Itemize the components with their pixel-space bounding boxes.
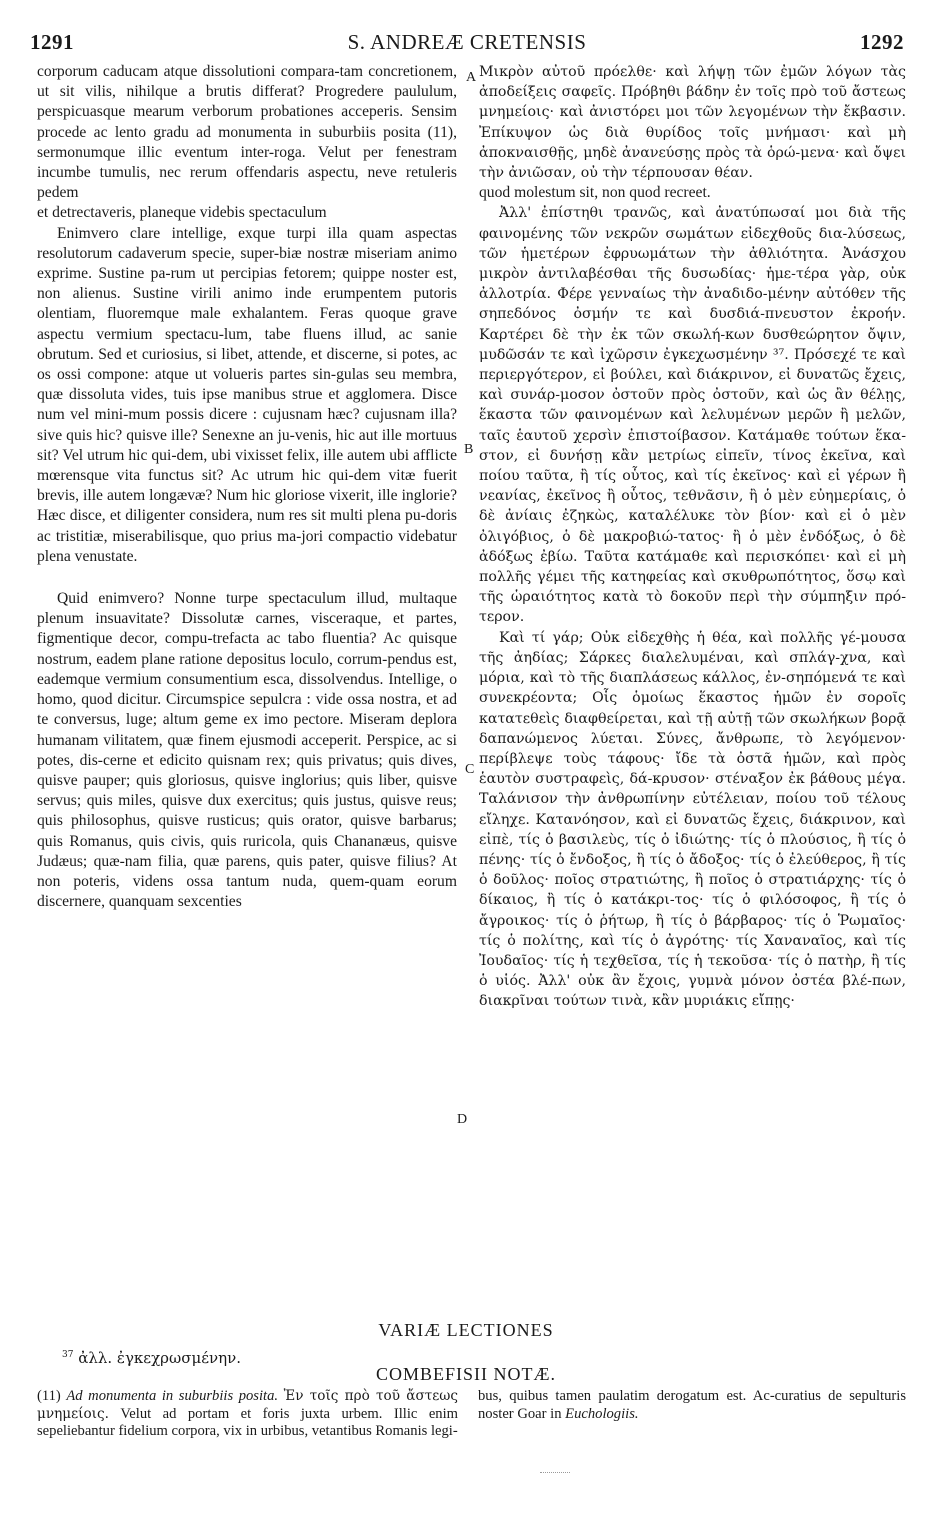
greek-paragraph-3: Καὶ τί γάρ; Οὐκ εἰδεχθὴς ἡ θέα, καὶ πολλῆς γέ-μουσα τῆς ἀηδίας; Σάρκες διαλελυμέναι, καὶ σπλάγ-χνα, καὶ μόρια, καὶ τὸ τῆς διαπλάσεως κάλλος, ἐν-σηπόμενά τε καὶ συνεκρέοντα; Οἷς ὁμοίως ἕκαστος ἡμῶν ἐν σοροῖς κατατεθεὶς διαφθείρεται, καὶ τῇ αὐτῇ τῶν σκωλήκων βορᾷ δαπανώμενος λύεται. Σύνες, ἄνθρωπε, τὸ λεγόμενον· περίβλεψε τοὺς τάφους· ἴδε τὰ ὀστᾶ ἡμῶν, καὶ πρὸς ἑαυτὸν συστραφεὶς, δά-κρυσον· στέναξον ἐκ βάθους μέγα. Ταλάνισον τὴν ἀνθρωπίνην εὐτέλειαν, ποίου τοῦ τέλους εἴληχε. Κατανόησον, καὶ εἰ δυνατῶς ἔχεις, διάκρινον, καὶ εἰπὲ, τίς ὁ βασιλεὺς, τίς ὁ ἰδιώτης· τίς ὁ πλούσιος, ἢ τίς ὁ πένης· τίς ὁ ἔνδοξος, ἢ τίς ὁ ἄδοξος· τίς ὁ ἐλεύθερος, ἢ τίς ὁ δοῦλος· ποῖος στρατιώτης, ἢ ποῖος ὁ στρατιάρχης· τίς ὁ δίκαιος, ἢ τίς ὁ κατάκρι-τος· τίς ὁ φιλόσοφος, ἢ τίς ὁ ἄγροικος· τίς ὁ ῥήτωρ, ἢ τίς ὁ βάρβαρος· τίς ὁ Ῥωμαῖος· τίς ὁ πολίτης, καὶ τίς ὁ ἀγρότης· τίς Χαναναῖος, καὶ τίς Ἰουδαῖος· τίς ἡ τεχθεῖσα, τίς ἡ τεκοῦσα· τίς ὁ πατὴρ, ἢ τίς ὁ υἱός. Ἀλλ' οὐκ ἂν ἔχοις, γυμνὰ μόνον ὀστέα βλέ-πων, διακρῖναι τούτων τινὰ, κἂν μυριάκις εἴπῃς· — [479, 629, 906, 1010]
latin-continuation: quod molestum sit, non quod recreet. — [479, 184, 711, 202]
note-lemma: Ad monumenta in suburbiis posita. — [66, 1388, 279, 1404]
greek-paragraph-2: Ἀλλ' ἐπίστηθι τρανῶς, καὶ ἀνατύπωσαί μοι διὰ τῆς φαινομένης τῶν νεκρῶν σωμάτων εἰδεχθοῦς δια-λύσεως, τῶν ἡμετέρων ἐφρυωμάτων τὴν ἀθλιότητα. Ἀνάσχου μικρὸν ἀντιλαβέσθαι τῆς δυσωδίας· ἡμε-τέρα γὰρ, οὐκ ἀλλοτρία. Φέρε γενναίως τὴν ἀναδιδο-μένην αὐτόθεν τῆς σηπεδόνος ὀσμήν τε καὶ δυσδιά-πνευστον ἐκροήν. Καρτέρει δὲ τὴν ἐκ τῶν σκωλή-κων δυσθεώρητον ὄψιν, μυδῶσάν τε καὶ ἰχῶρσιν ἐγκεχωσμένην ³⁷. Πρόσεχέ τε καὶ περιεργότερον, εἰ βούλει, καὶ διάκρινον, εἰ δυνατῶς ἔχεις, καὶ συνάρ-μοσον ὀστοῦν πρὸς ὀστοῦν, καὶ ὡς ἂν θέλῃς, ἕκαστα τῶν φαινομένων καὶ λελυμένων μερῶν ἢ μελῶν, ταῖς ἑαυτοῦ χερσὶν ἐπιστοίβασον. Κατάμαθε τούτων ἕκα-στον, εἰ δυνήσῃ κἂν μετρίως εἰπεῖν, τίνος ἐκεῖνα, καὶ ποίου ταῦτα, ἢ τίς οὗτος, καὶ τίς ἐκεῖνος· καὶ εἰ γέρων ἢ νεανίας, ἐκεῖνος ἢ οὗτος, τεθνᾶσιν, ἢ ὁ μὲν εὐημερίαις, ὁ δὲ ἀνίαις ἐζηκὼς, καταλέλυκε τὸν βίον· καὶ εἰ ὁ μὲν ὀλιγόβιος, ὁ δὲ μακροβιώ-τατος· ἢ ὁ μὲν ἐνδόξως, ὁ δὲ ἀδόξως ἐβίω. Ταῦτα κατάμαθε καὶ περισκόπει· καὶ εἰ μὴ πολλῆς γέμει τῆς κατηφείας καὶ σκυθρωπότητος, ὅσῳ καὶ τῆς ὡραιότητος κατὰ τὸ δοκοῦν περὶ τὴν σύμπηξιν πρό-τερον. — [479, 205, 906, 626]
margin-letter-b: B — [464, 442, 474, 457]
latin-paragraph-2: Enimvero clare intellige, exque turpi illa quam aspectas resolutorum cadaverum specie, super-biæ nostræ miseriam animo exprime. Sustine pa-rum ut percipias fetorem; quippe noster est, non alienus. Sustine virili animo inde erumpentem putoris olentiam, fluoremque male exhalantem. Feras quoque grave aspectu vermium spectacu-lum, tabe fluens illud, ac sanie obrutum. Sed et curiosius, si libet, attende, et discerne, si potes, ac os ossi compone: atque ut volueris partes sin-gulas seu membra, quæ dissoluta vides, tuis ipse manibus strue et agglomera. Disce num vel mini-mum possis dicere : cujusnam hæc? cujusnam illa? sive quis hic? quisve ille? Senexne an ju-venis, hic aut ille mortuus sit? Vel utrum hic qui-dem, ubi vixisset felix, ille autem ubi afflicte mœrensque vita functus sit? Ac utrum hic qui-dem vitæ fuerit brevis, ille autem longævæ? Num hic gloriose vixerit, ille inglorie? Hæc disce, et diligenter considera, num res sit multi plena pu-doris ac tristitiæ, miserabilisque, quo prius ma-jori compactio videbatur plena venustate. — [37, 224, 457, 565]
note-reference: Euchologiis. — [565, 1405, 639, 1422]
page-header — [30, 30, 904, 60]
printer-mark — [540, 1472, 570, 1479]
note-text-right: bus, quibus tamen paulatim derogatum est. Ac-curatius de sepulturis noster Goar in — [478, 1388, 906, 1422]
variant-number: 37 — [62, 1350, 74, 1360]
variant-text: ἀλλ. ἐγκεχρωσμένην. — [78, 1349, 241, 1367]
note-greek: Ἐν τοῖς πρὸ τοῦ ἄστεως μνημείοις. — [37, 1388, 458, 1422]
greek-column — [479, 62, 906, 1012]
greek-paragraph-1: Μικρὸν αὐτοῦ πρόελθε· καὶ λήψῃ τῶν ἐμῶν λόγων τὰς ἀποδείξεις σαφεῖς. Πρόβηθι βάδην ἐν τοῖς πρὸ τοῦ ἄστεως μνημείοις· καὶ ἀνιστόρει μοι τῶν λεγομένων τὴν ἔκβασιν. Ἐπίκυψον ὡς διὰ θυρίδος τοῖς μνήμασι· καὶ μὴ ἀποκναισθῇς, μηδὲ ἀνανεύσῃς πρὸς τὰ ὁρώ-μενα· καὶ ὄψει τὴν ἀνιῶσαν, οὐ τὴν τέρπουσαν θέαν. — [479, 64, 906, 182]
note-number: (11) — [37, 1388, 61, 1404]
margin-letter-d: D — [457, 1112, 468, 1127]
combefisii-notae-title: COMBEFISII NOTÆ. — [375, 1364, 556, 1384]
note-right-column — [478, 1388, 906, 1423]
page-number-right: 1292 — [860, 30, 904, 54]
latin-paragraph-1: corporum caducam atque dissolutioni compara-tam concretionem, ut sit vilis, nihilque a brutis differat? Progredere paululum, perspicuasque mearum verborum probationes acceperis. Sensim procede ac lento gradu ad monumenta in suburbiis posita (11), sermonumque illic eventum inter-roga. Velut per fenestram incumbe tumulis, nec rerum offendaris aspectu, neve retuleris pedem — [37, 63, 457, 202]
latin-paragraph-3: Quid enimvero? Nonne turpe spectaculum illud, multaque plenum insuavitate? Dissolutæ carnes, visceraque, et partes, figmentique decor, compu-trefacta ac tabo fluentia? Ac quisque nostrum, eadem plane ratione depositus loculo, corrum-pendus est, eademque vermium consumentium esca, dissolvendus. Intellige, o homo, quod dicitur. Circumspice sepulcra : vide ossa nostra, et ad te conversus, luge; altum geme ex imo pectore. Miseram deplora humanam vilitatem, quæ finem ejusmodi acceperit. Perspice, ac si potes, dis-cerne et edicito quisnam rex; quis privatus; quis dives, quisve pauper; quis gloriosus, quisve inglorius; quis liber, quisve servus; quis miles, quisve dux exercitus; quis justus, quisve reus; quis philosophus, quisve rusticus; quis orator, quisve barbarus; quis Romanus, quis civis, quis ruricola, quis Chananæus, quisve Judæus; quæ-nam filia, quæ parens, quis pater, quisve filius? At non poteris, videns ossa tantum nuda, quem-quam eorum discernere, quanquam sexcenties — [37, 590, 457, 911]
latin-paragraph-fragment: et detrectaveris, planeque videbis spectaculum — [37, 204, 327, 222]
page-number-left: 1291 — [30, 30, 74, 54]
margin-letter-a: A — [466, 70, 477, 85]
latin-column — [37, 62, 457, 912]
note-text-left: Velut ad portam et foris juxta urbem. Illic enim sepeliebantur fidelium corpora, vix in urbibus, vetantibus Romanis legi- — [37, 1405, 458, 1439]
running-title: S. ANDREÆ CRETENSIS — [347, 30, 587, 54]
margin-letter-c: C — [465, 762, 475, 777]
variae-lectiones-title: VARIÆ LECTIONES — [378, 1320, 554, 1340]
note-left-column — [37, 1388, 458, 1441]
